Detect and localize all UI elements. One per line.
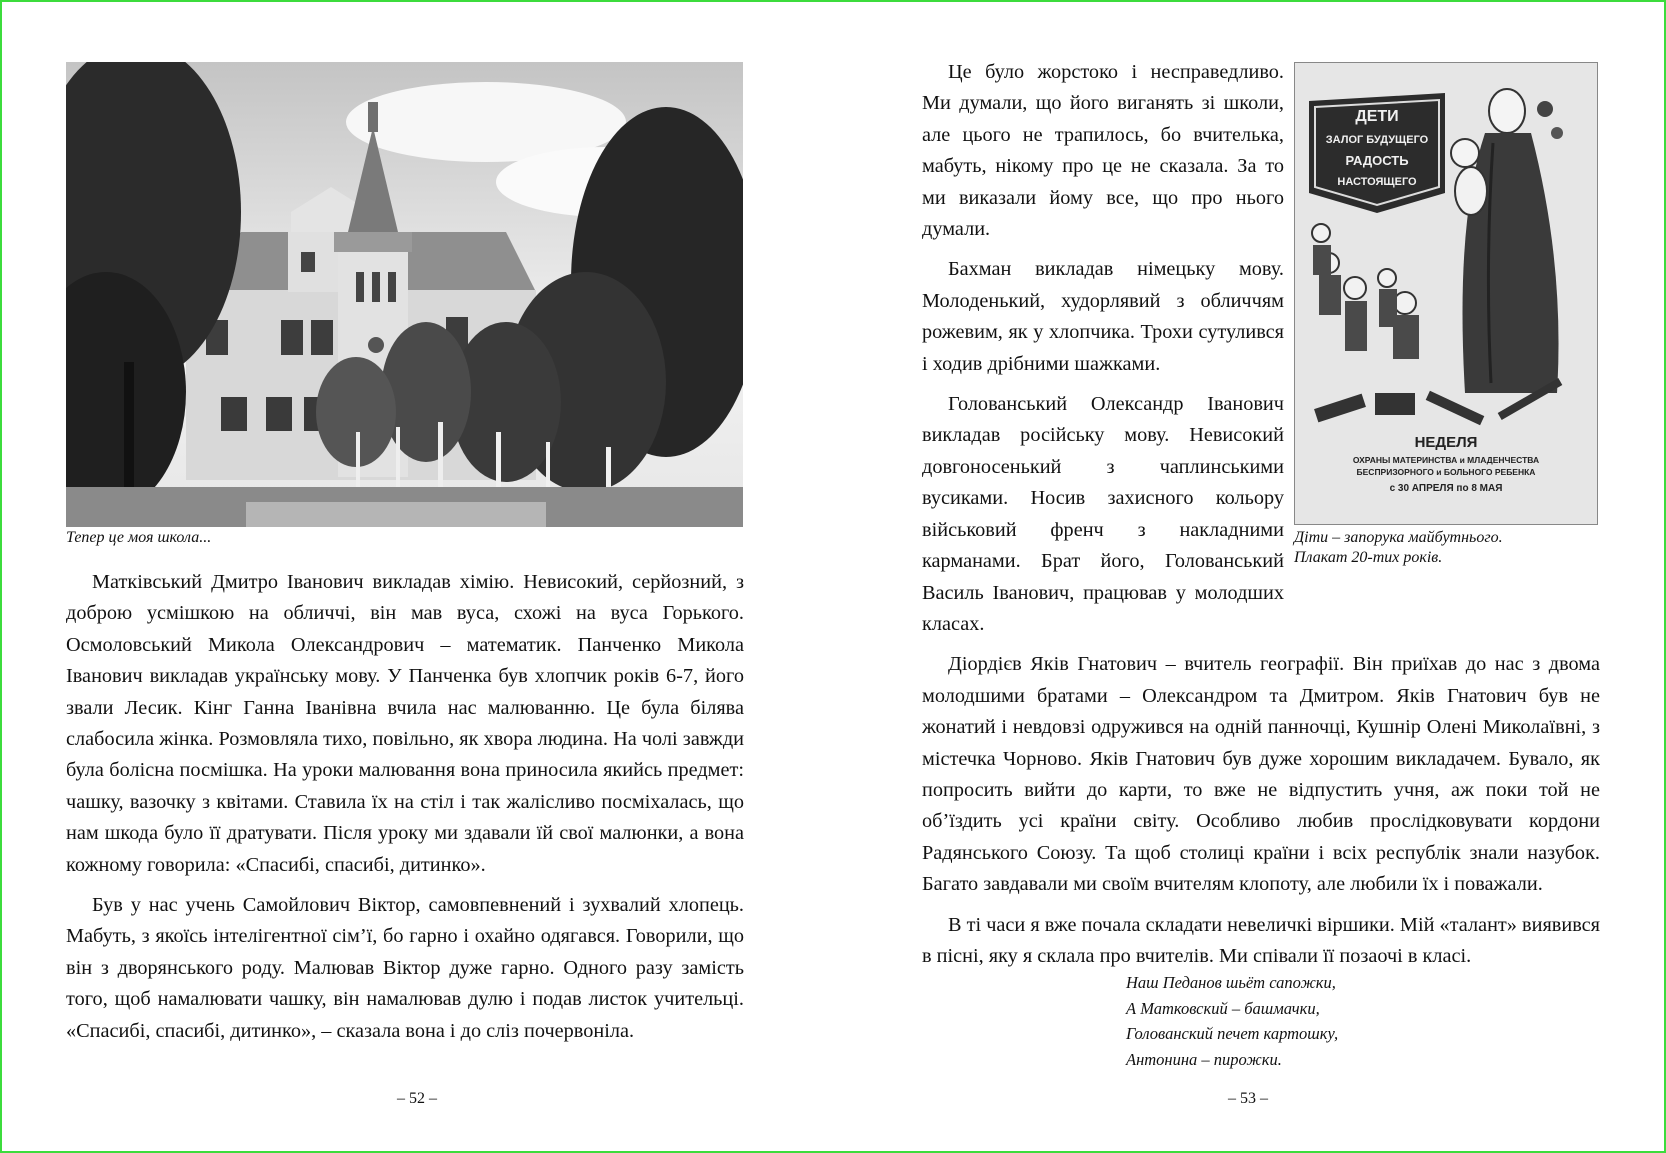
- left-page-text: [66, 567, 744, 1047]
- paragraph: Бахман викладав німецьку мову. Молоденький, худорлявий з обличчям рожевим, як у хлопчика. Трохи сутулився і ходив дрібними шажками.: [922, 258, 1284, 375]
- paragraph: Голованський Олександр Іванович викладав російську мову. Невисокий довгоносенький з чаплинськими вусиками. Носив захисного кольору військовий френч з накладними карманами. Брат його, Голованський Василь Іванович, працював у молодших класах.: [922, 393, 1284, 635]
- paragraph: Це було жорстоко і несправедливо. Ми думали, що його виганять зі школи, але цього не трапилось, бо вчителька, мабуть, нікому про це не сказала. За то ми виказали йому все, що про нього думали.: [922, 61, 1284, 241]
- page-number: – 53 –: [1228, 1090, 1268, 1107]
- school-photo-illustration: [66, 62, 743, 527]
- page-number: – 52 –: [397, 1090, 437, 1107]
- verse-line: А Матковский – башмачки,: [1126, 998, 1320, 1018]
- poster-banner-line: ЗАЛОГ БУДУЩЕГО: [1325, 134, 1429, 146]
- paragraph: Був у нас учень Самойлович Віктор, самовпевнений і зухвалий хлопець. Мабуть, з якоїсь інтелігентної сім’ї, бо гарно і охайно одягався. Говорили, що він з дворянського роду. Малював Віктор дуже гарно. Одного разу замість того, щоб намалювати чашку, він намалював дулю і подав листок учительці. «Спасибі, спасибі, дитинко», – сказала вона і до сліз почервоніла.: [66, 894, 744, 1042]
- poster-bottom-line: НЕДЕЛЯ: [1414, 434, 1478, 451]
- school-building-photo: [66, 62, 743, 527]
- poster-caption-line: Плакат 20-тих років.: [1294, 549, 1443, 566]
- verse-line: Антонина – пирожки.: [1126, 1049, 1282, 1069]
- poster-bottom-line: ОХРАНЫ МАТЕРИНСТВА и МЛАДЕНЧЕСТВА: [1352, 455, 1540, 465]
- verse-block: [1126, 970, 1486, 1072]
- paragraph: Діордієв Яків Гнатович – вчитель географії. Він приїхав до нас з двома молодшими братами – Олександром та Дмитром. Яків Гнатович був не жонатий і невдовзі одружився на одній панночці, Кушнір Олені Миколаївні, з містечка Чорново. Яків Гнатович був дуже хорошим викладачем. Бувало, як попросить вийти до карти, то вже не відпустить учня, аж поки той не об’їздить усі країни світу. Особливо любив прослідковувати кордони Радянського Союзу. Та щоб столиці країни і всіх республік знали назубок. Багато завдавали ми своїм вчителям клопоту, але любили їх і поважали.: [922, 653, 1600, 896]
- poster-banner-line: НАСТОЯЩЕГО: [1337, 176, 1417, 188]
- paragraph: Матківський Дмитро Іванович викладав хімію. Невисокий, серйозний, з доброю усмішкою на обличчі, він мав вуса, схожі на вуса Горького. Осмоловський Микола Олександрович – математик. Панченко Микола Іванович викладав українську мову. У Панченка був хлопчик років 6-7, його звали Лесик. Кінг Ганна Іванівна вчила нас малюванню. Це була білява слабосила жінка. Розмовляла тихо, повільно, як хвора людина. На чолі завжди була болісна посмішка. На уроки малювання вона приносила якийсь предмет: чашку, вазочку з квітами. Ставила їх на стіл і так жалісливо посміхалась, що нам шкода було її дратувати. Після уроку ми здавали їй свої малюнки, а вона кожному говорила: «Спасибі, спасибі, дитинко».: [66, 571, 744, 876]
- photo-caption: Тепер це моя школа...: [66, 529, 212, 546]
- right-page: [832, 2, 1664, 1151]
- poster-caption-line: Діти – запорука майбутнього.: [1294, 529, 1503, 546]
- poster-bottom-line: БЕСПРИЗОРНОГО и БОЛЬНОГО РЕБЕНКА: [1356, 467, 1536, 477]
- verse-line: Голованский печет картошку,: [1126, 1024, 1339, 1043]
- poster-banner-line: ДЕТИ: [1355, 108, 1399, 125]
- left-page: [2, 2, 832, 1151]
- narrow-column: [922, 57, 1284, 640]
- verse-line: Наш Педанов шьёт сапожки,: [1126, 973, 1336, 992]
- paragraph: В ті часи я вже почала складати невеличкі віршики. Мій «талант» виявився в пісні, яку я склала про вчителів. Ми співали її позаочі в класі.: [922, 913, 1600, 967]
- poster-banner-line: РАДОСТЬ: [1345, 153, 1409, 168]
- poster-bottom-line: с 30 АПРЕЛЯ по 8 МАЯ: [1389, 483, 1503, 494]
- right-page-text: [922, 57, 1600, 972]
